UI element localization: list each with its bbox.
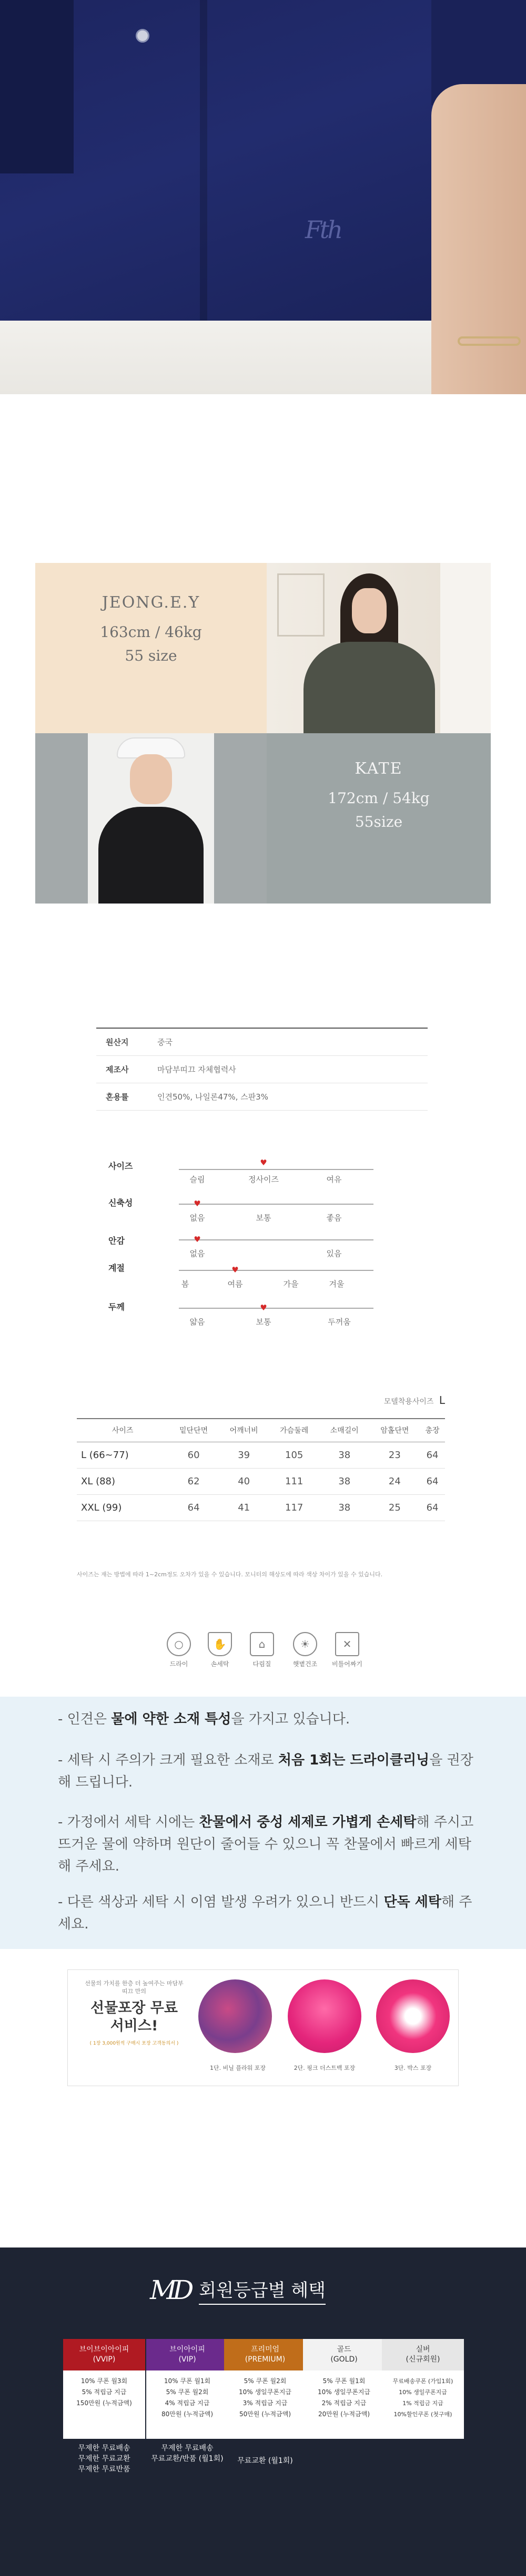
feature-option: 좋음 (326, 1213, 342, 1223)
table-row (77, 1442, 445, 1468)
feature-option: 가을 (283, 1279, 299, 1289)
care-item (326, 1632, 368, 1668)
spec-key: 혼용률 (106, 1092, 129, 1102)
feature-option: 보통 (256, 1317, 271, 1327)
care-item (241, 1632, 283, 1668)
size-cell: 64 (420, 1468, 445, 1494)
care-item (158, 1632, 200, 1668)
feature-line (179, 1169, 373, 1170)
model-card-1 (35, 563, 491, 733)
membership-title: 회원등급별 혜택 (199, 2276, 326, 2305)
size-header: 암홀단면 (370, 1419, 420, 1442)
washing-notice (0, 1697, 526, 1949)
md-logo-icon: MD (150, 2275, 190, 2305)
size-cell: 64 (420, 1494, 445, 1521)
box-wrap-photo (376, 1979, 450, 2053)
model-1-dims: 163cm / 46kg (100, 623, 202, 641)
model-1-photo (267, 563, 491, 733)
gift-item-label: 2단. 핑크 더스트백 포장 (294, 2065, 356, 2071)
size-header: 소매길이 (319, 1419, 370, 1442)
selected-heart-icon: ♥ (260, 1303, 267, 1312)
table-row (77, 1494, 445, 1521)
spec-row (96, 1083, 428, 1111)
model-2-size: 55size (355, 813, 403, 830)
tier-premium: 프리미엄 (PREMIUM) 5% 쿠폰 월2회 10% 생일쿠폰지급 3% 적립금 지급 50만원 (누적금액) 무료교환 (월1회) (224, 2339, 306, 2466)
model-size-label: 모델착용사이즈 (383, 1398, 434, 1406)
tier-vvip: 브이브이아이피 (VVIP) 10% 쿠폰 월3회 5% 적립금 지급 150만원 (누적금액) 무제한 무료배송 무제한 무료교환 무제한 무료반품 (63, 2339, 145, 2475)
care-label: 비틀어짜기 (332, 1660, 362, 1668)
model-2-info (267, 760, 491, 830)
spec-value: 중국 (157, 1038, 173, 1047)
size-cell: L (66~77) (77, 1442, 168, 1468)
care-label: 다림질 (252, 1660, 271, 1668)
feature-option: 봄 (181, 1279, 189, 1289)
hero-product-photo (0, 0, 526, 394)
feature-line (179, 1204, 373, 1205)
care-label: 햇볕건조 (292, 1660, 318, 1668)
navy-shirt (0, 0, 500, 321)
no-bleach-icon: ✕ (335, 1632, 359, 1656)
size-cell: 24 (370, 1468, 420, 1494)
model-1-info (35, 593, 267, 664)
size-cell: 23 (370, 1442, 420, 1468)
dustbag-photo (288, 1979, 361, 2053)
flower-wrap-photo (198, 1979, 272, 2053)
model-2-name: KATE (355, 760, 403, 778)
size-cell: 41 (219, 1494, 269, 1521)
shirt-button (136, 29, 149, 43)
feature-label: 안감 (108, 1236, 125, 1246)
gift-wrap-banner (67, 1969, 459, 2086)
feature-option: 정사이즈 (248, 1175, 279, 1184)
feature-label: 두께 (108, 1302, 125, 1312)
size-cell: 38 (319, 1468, 370, 1494)
feature-option: 여름 (227, 1279, 243, 1289)
care-item (199, 1632, 241, 1668)
size-header: 어깨너비 (219, 1419, 269, 1442)
size-cell: XXL (99) (77, 1494, 168, 1521)
selected-heart-icon: ♥ (194, 1199, 201, 1208)
size-table-header (77, 1419, 445, 1442)
selected-heart-icon: ♥ (194, 1235, 201, 1244)
feature-option: 겨울 (329, 1279, 345, 1289)
feature-option: 없음 (189, 1213, 205, 1223)
model-size-caption (368, 1394, 445, 1407)
spec-row (96, 1029, 428, 1056)
gift-item-label: 3단. 박스 포장 (394, 2065, 432, 2071)
model-size-value: L (439, 1394, 445, 1407)
spec-value: 인견50%, 나일론47%, 스판3% (157, 1092, 268, 1102)
care-item (284, 1632, 326, 1668)
feature-line (179, 1270, 373, 1271)
notice-line: - 다른 색상과 세탁 시 이염 발생 우려가 있으니 반드시 단독 세탁해 주세요. (58, 1894, 472, 1932)
model-card-2 (35, 733, 491, 904)
membership-header (150, 2272, 376, 2308)
feature-option: 두꺼움 (328, 1317, 351, 1327)
model-1-size: 55 size (125, 647, 177, 664)
size-footnote: 사이즈는 재는 방법에 따라 1~2cm정도 오차가 있을 수 있습니다. 모니터의 해상도에 따라 색상 차이가 있을 수 있습니다. (77, 1571, 383, 1578)
gift-intro: 선물의 가치를 한층 더 높여주는 마담부띠끄 만의 (85, 1980, 184, 1995)
feature-option: 얇음 (189, 1317, 205, 1327)
model-arm (431, 84, 526, 394)
feature-label: 계절 (108, 1263, 125, 1273)
selected-heart-icon: ♥ (231, 1265, 239, 1275)
hand-wash-icon: ✋ (208, 1632, 232, 1656)
sun-dry-icon: ☀ (293, 1632, 317, 1656)
feature-option: 여유 (326, 1175, 342, 1184)
embroidered-logo: Fth (305, 215, 341, 244)
size-header: 사이즈 (77, 1419, 168, 1442)
size-cell: 111 (269, 1468, 319, 1494)
spec-value: 마담부띠끄 자체협력사 (157, 1065, 236, 1074)
feature-option: 없음 (189, 1249, 205, 1258)
size-cell: 38 (319, 1442, 370, 1468)
tier-silver: 실버 (신규회원) 무료배송쿠폰 (가입1회) 10% 생일쿠폰지급 1% 적립금 지급 10%할인쿠폰 (첫구매) (382, 2339, 464, 2439)
feature-line (179, 1239, 373, 1240)
feature-label: 신축성 (108, 1198, 133, 1208)
size-cell: 40 (219, 1468, 269, 1494)
tier-vip: 브이아이피 (VIP) 10% 쿠폰 월1회 5% 쿠폰 월2회 4% 적립금 지급 80만원 (누적금액) 무제한 무료배송 무료교환/반품 (월1회) (146, 2339, 228, 2464)
model-2-photo (35, 733, 267, 904)
model-2-dims: 172cm / 54kg (328, 789, 430, 807)
size-header: 밑단단면 (168, 1419, 219, 1442)
gift-title: 선물포장 무료서비스! (90, 2000, 178, 2034)
membership-benefits (0, 2247, 526, 2576)
feature-option: 있음 (326, 1249, 342, 1258)
feature-label: 사이즈 (108, 1161, 133, 1171)
bracelet (458, 336, 521, 346)
gift-info (72, 1979, 196, 2046)
size-cell: XL (88) (77, 1468, 168, 1494)
spec-key: 제조사 (106, 1065, 129, 1074)
feature-line (179, 1308, 373, 1309)
notice-line: - 인견은 물에 약한 소재 특성을 가지고 있습니다. (58, 1711, 350, 1727)
gift-sub: ( 1장 3,000원씩 구매시 포장 고객동의서 ) (89, 2041, 179, 2046)
care-label: 드라이 (169, 1660, 188, 1668)
size-cell: 60 (168, 1442, 219, 1468)
size-table (77, 1418, 445, 1521)
model-1-name: JEONG.E.Y (102, 593, 200, 612)
size-header: 총장 (420, 1419, 445, 1442)
size-cell: 62 (168, 1468, 219, 1494)
notice-line: - 가정에서 세탁 시에는 찬물에서 중성 세제로 가볍게 손세탁해 주시고 뜨거운 물에 약하며 원단이 줄어들 수 있으니 꼭 찬물에서 빠르게 세탁해 주세요. (58, 1814, 474, 1874)
tier-gold: 골드 (GOLD) 5% 쿠폰 월1회 10% 생일쿠폰지급 2% 적립금 지급 20만원 (누적금액) (303, 2339, 385, 2439)
care-label: 손세탁 (210, 1660, 229, 1668)
size-cell: 39 (219, 1442, 269, 1468)
feature-option: 슬림 (189, 1175, 205, 1184)
size-cell: 117 (269, 1494, 319, 1521)
iron-icon: ⌂ (250, 1632, 274, 1656)
spec-key: 원산지 (106, 1038, 129, 1047)
size-cell: 38 (319, 1494, 370, 1521)
dry-clean-icon: ○ (167, 1632, 191, 1656)
table-row (77, 1468, 445, 1494)
spec-row (96, 1056, 428, 1083)
size-cell: 25 (370, 1494, 420, 1521)
notice-line: - 세탁 시 주의가 크게 필요한 소재로 처음 1회는 드라이클리닝을 권장해 드립니다. (58, 1752, 473, 1790)
gift-item-label: 1단. 비닐 플라워 포장 (210, 2065, 266, 2071)
size-cell: 105 (269, 1442, 319, 1468)
selected-heart-icon: ♥ (260, 1158, 267, 1167)
feature-option: 보통 (256, 1213, 271, 1223)
size-cell: 64 (420, 1442, 445, 1468)
size-cell: 64 (168, 1494, 219, 1521)
size-header: 가슴둘레 (269, 1419, 319, 1442)
